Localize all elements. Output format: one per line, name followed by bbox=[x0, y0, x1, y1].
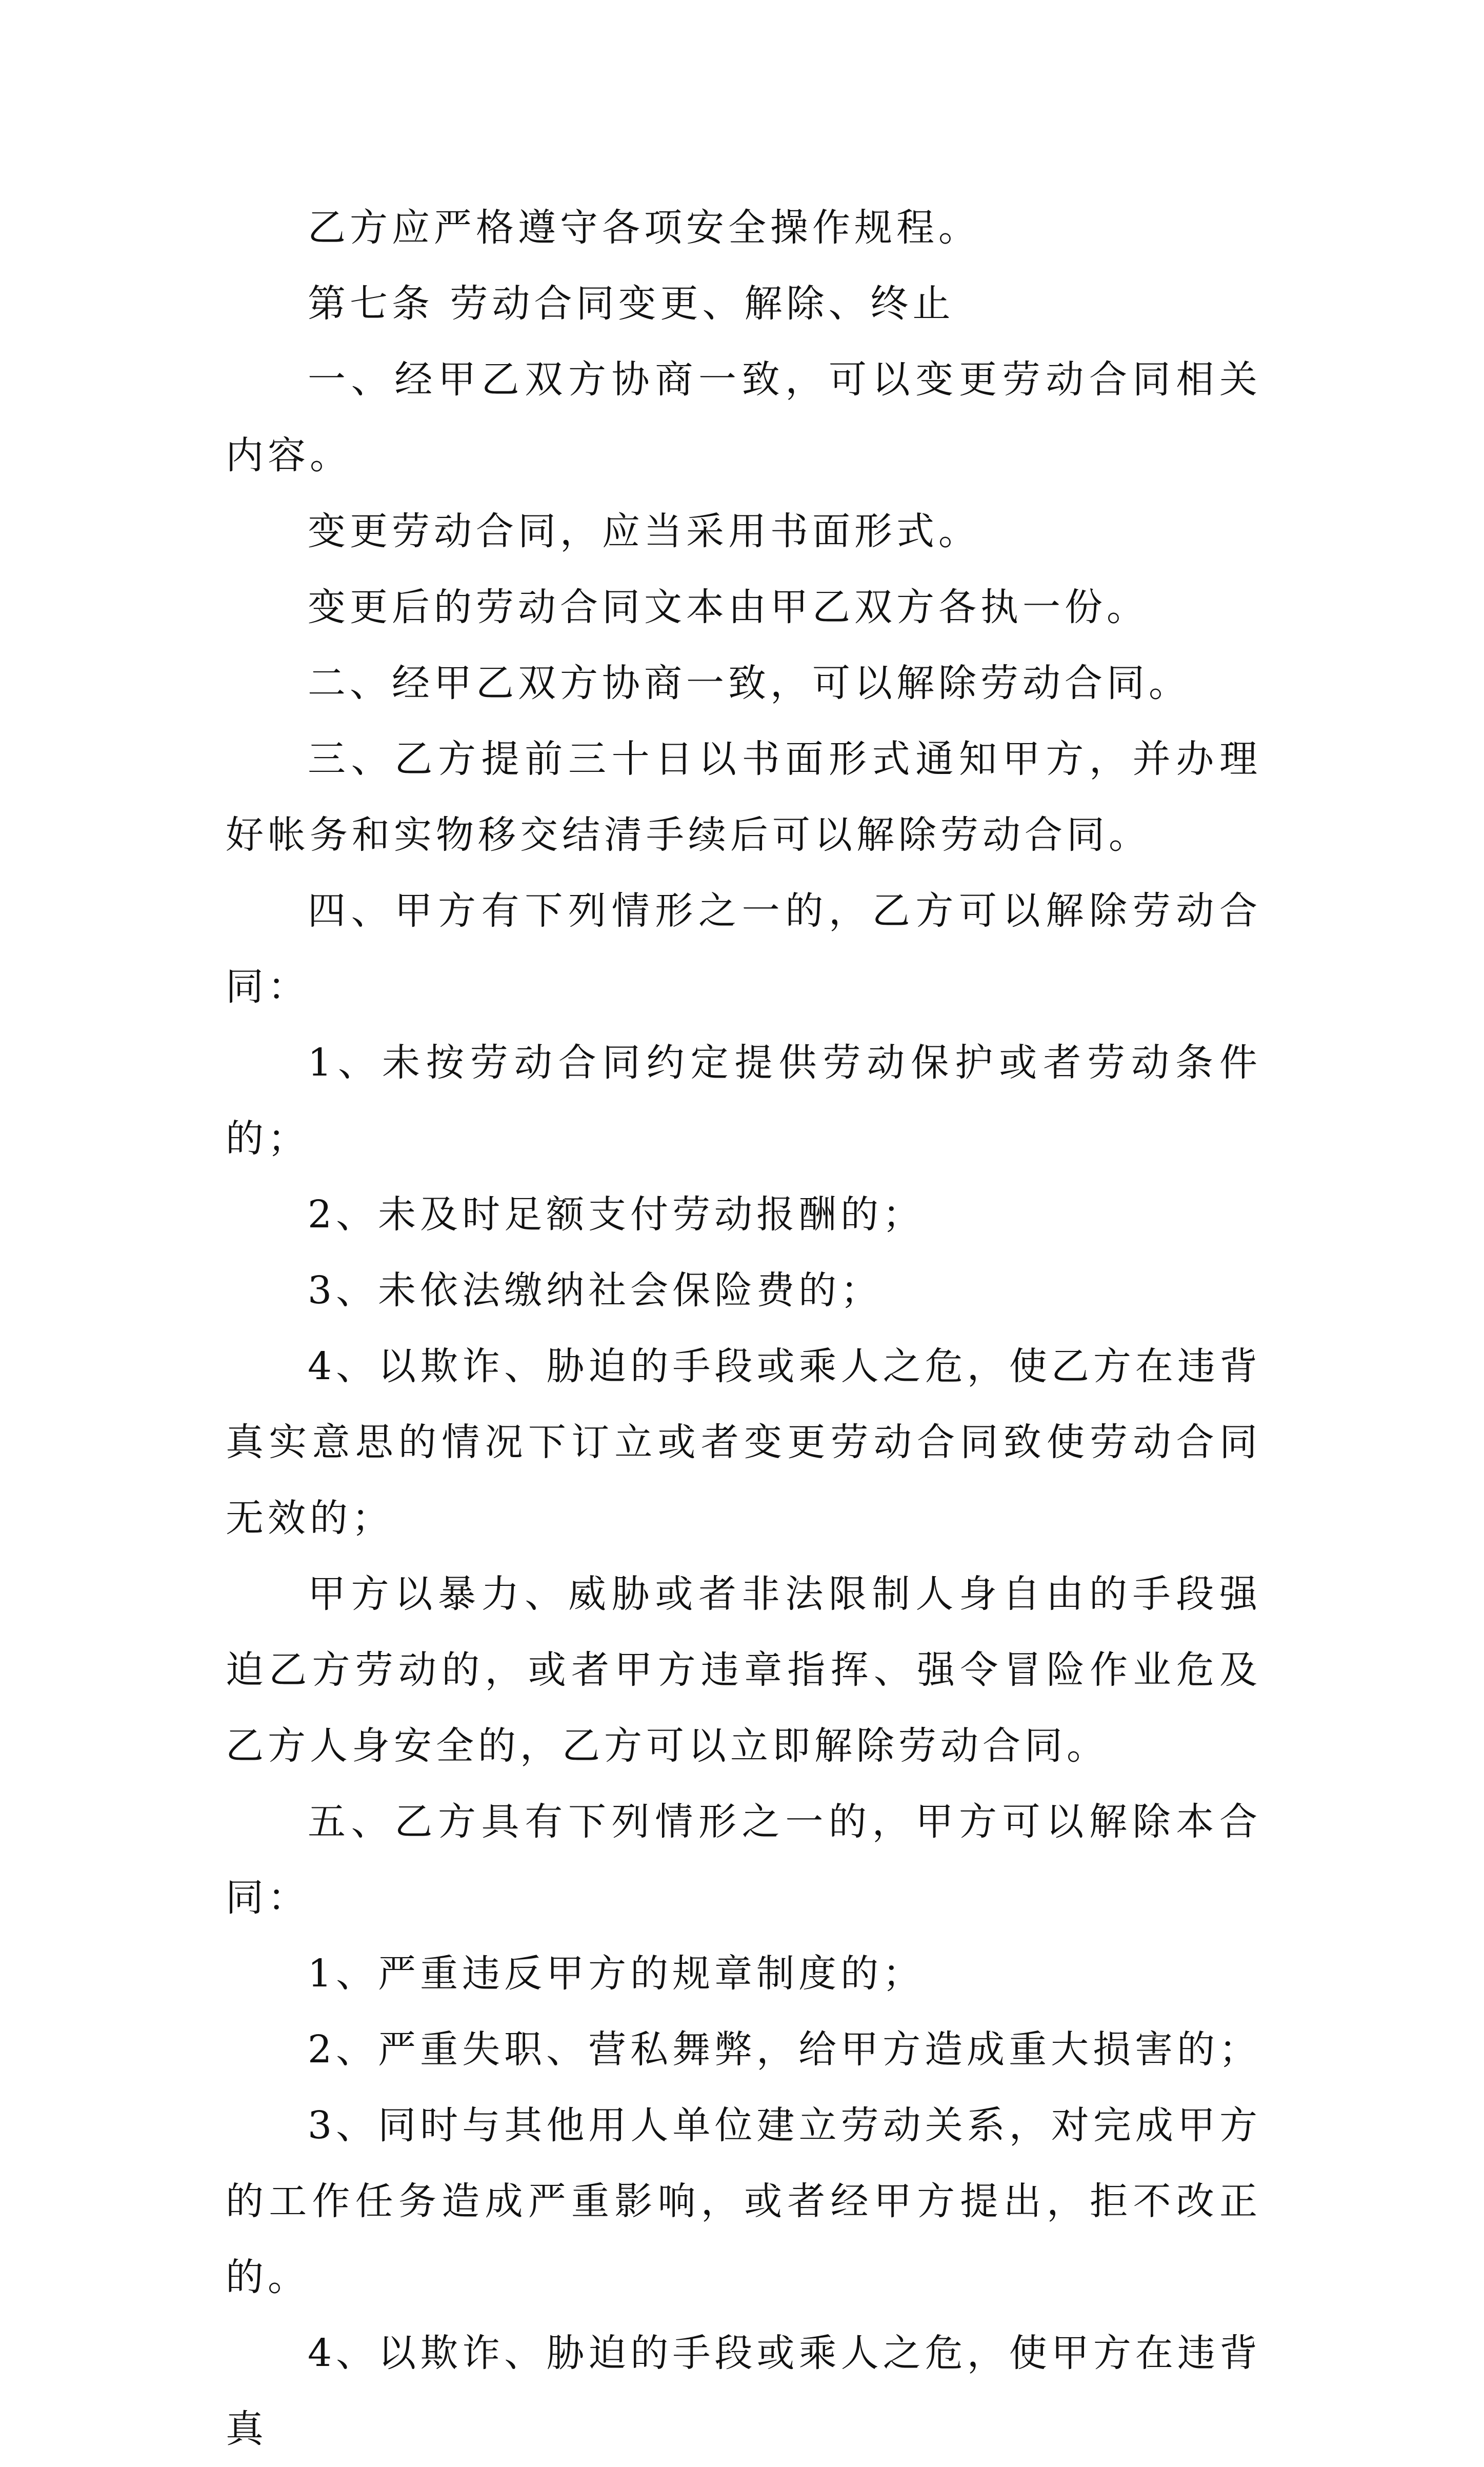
paragraph-notice-termination: 三、乙方提前三十日以书面形式通知甲方，并办理好帐务和实物移交结清手续后可以解除劳动合同。 bbox=[226, 737, 1261, 857]
paragraph-change-by-agreement: 一、经甲乙双方协商一致，可以变更劳动合同相关内容。 bbox=[226, 357, 1261, 478]
list-item-employee-1: 1、未按劳动合同约定提供劳动保护或者劳动条件的； bbox=[226, 1041, 1261, 1161]
paragraph-copies: 变更后的劳动合同文本由甲乙双方各执一份。 bbox=[308, 585, 1149, 629]
list-item-employer-1: 1、严重违反甲方的规章制度的； bbox=[308, 1952, 925, 1996]
list-item-employee-4: 4、以欺诈、胁迫的手段或乘人之危，使乙方在违背真实意思的情况下订立或者变更劳动合同致使劳动合同无效的； bbox=[226, 1344, 1261, 1540]
article-seven-heading: 第七条 劳动合同变更、解除、终止 bbox=[308, 282, 955, 326]
paragraph-termination-by-agreement: 二、经甲乙双方协商一致，可以解除劳动合同。 bbox=[308, 661, 1191, 705]
paragraph-employee-termination-heading: 四、甲方有下列情形之一的，乙方可以解除劳动合同： bbox=[226, 889, 1261, 1009]
list-item-employee-2: 2、未及时足额支付劳动报酬的； bbox=[308, 1192, 925, 1237]
document-body bbox=[226, 190, 1261, 2467]
paragraph-written-form: 变更劳动合同，应当采用书面形式。 bbox=[308, 509, 980, 553]
list-item-employee-3: 3、未依法缴纳社会保险费的； bbox=[308, 1268, 883, 1312]
list-item-employer-3: 3、同时与其他用人单位建立劳动关系，对完成甲方的工作任务造成严重影响，或者经甲方提出，拒不改正的。 bbox=[226, 2103, 1261, 2299]
list-item-employer-2: 2、严重失职、营私舞弊，给甲方造成重大损害的； bbox=[308, 2027, 1261, 2072]
paragraph-safety-rules: 乙方应严格遵守各项安全操作规程。 bbox=[308, 206, 980, 250]
paragraph-employer-termination-heading: 五、乙方具有下列情形之一的，甲方可以解除本合同： bbox=[226, 1800, 1261, 1920]
list-item-employer-4: 4、以欺诈、胁迫的手段或乘人之危，使甲方在违背真 bbox=[226, 2331, 1261, 2451]
paragraph-immediate-termination: 甲方以暴力、威胁或者非法限制人身自由的手段强迫乙方劳动的，或者甲方违章指挥、强令冒险作业危及乙方人身安全的，乙方可以立即解除劳动合同。 bbox=[226, 1572, 1261, 1768]
